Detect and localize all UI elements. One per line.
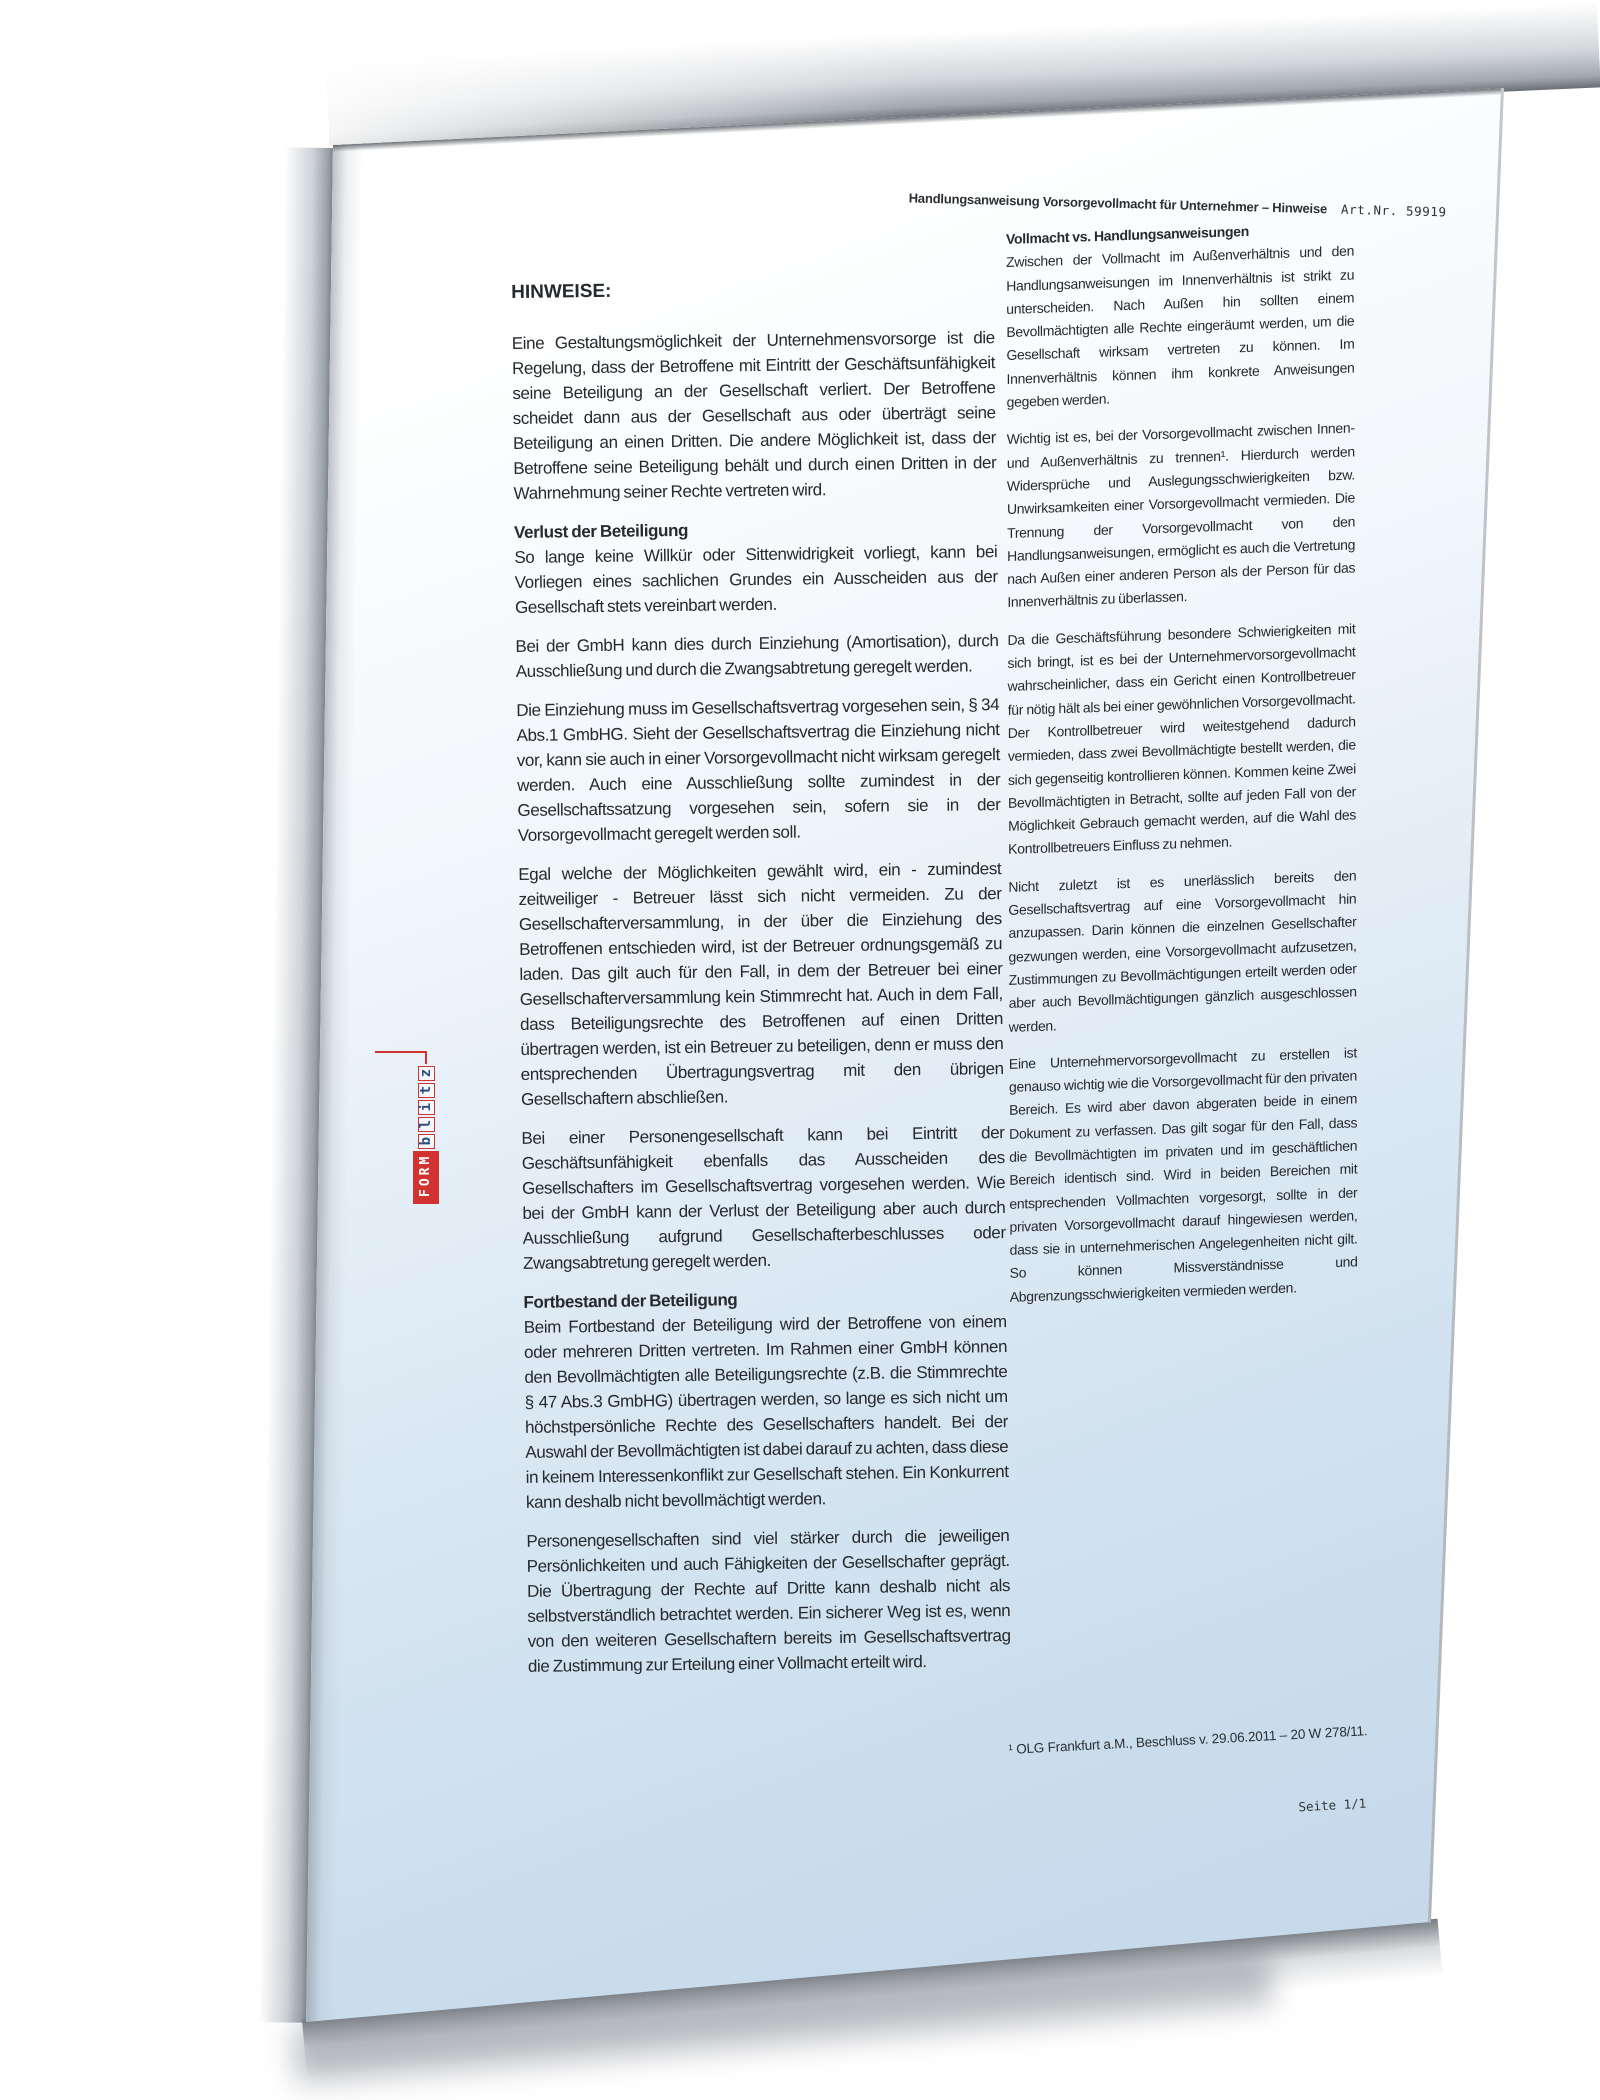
paragraph: Nicht zuletzt ist es unerlässlich bereits den Gesellschaftsvertrag auf eine Vorsorgevollmacht hin anzupassen. Darin können die einzelnen Gesellschafter gezwungen werden, eine Vorsorgevollmacht aufzusetzen, Zustimmungen zu Bevollmächtigungen erteilt werden oder aber auch Bevollmächtigungen gänzlich ausgeschlossen werden. xyxy=(1008,867,1357,1035)
section-heading: Verlust der Beteiligung xyxy=(513,520,689,542)
logo-letter: b xyxy=(418,1134,435,1149)
paragraph: Personengesellschaften sind viel stärker durch die jeweiligen Persönlichkeiten und auch Fähigkeiten der Gesellschafter geprägt. Die Übertragung der Rechte auf Dritte kann deshalb nicht als selbstverständlich betrachtet werden. Ein sicherer Weg ist es, wenn von den weiteren Gesellschaftern bereits im Gesellschaftsvertrag die Zustimmung zur Erteilung einer Vollmacht erteilt wird. xyxy=(526,1526,1011,1676)
left-column xyxy=(511,274,1011,1693)
logo-letter: i xyxy=(418,1100,435,1115)
logo-form-block: FORM xyxy=(413,1151,439,1204)
paragraph: Beim Fortbestand der Beteiligung wird der Betroffene von einem oder mehreren Dritten vertreten. Im Rahmen einer GmbH können den Bevollmächtigten alle Beteiligungsrechte (z.B. die Stimmrechte § 47 Abs.3 GmbHG) übertragen werden, so lange es sich nicht um höchstpersönliche Rechte des Gesellschafters handelt. Bei der Auswahl der Bevollmächtigten ist dabei darauf zu achten, dass diese in keinem Interessenkonflikt zur Gesellschaft stehen. Ein Konkurrent kann deshalb nicht bevollmächtigt werden. xyxy=(523,1312,1009,1512)
paragraph: Zwischen der Vollmacht im Außenverhältnis und den Handlungsanweisungen im Innenverhältnis ist strikt zu unterscheiden. Nach Außen hin sollten einem Bevollmächtigten alle Rechte eingeräumt werden, um die Gesellschaft wirksam vertreten zu können. Im Innenverhältnis können ihm konkrete Anweisungen gegeben werden. xyxy=(1006,242,1355,411)
logo-accent-line-icon xyxy=(412,1050,440,1064)
paragraph: Bei einer Personengesellschaft kann bei Eintritt der Geschäftsunfähigkeit ebenfalls das Ausscheiden des Gesellschafters im Gesellschaftsvertrag vorgesehen werden. Wie bei der GmbH kann der Verlust der Beteiligung aber auch durch Ausschließung aufgrund Gesellschafterbeschlusses oder Zwangsabtretung geregelt werden. xyxy=(521,1123,1006,1273)
header-title: Handlungsanweisung Vorsorgevollmacht für Unternehmer – Hinweise xyxy=(908,190,1328,217)
paragraph: Eine Gestaltungsmöglichkeit der Unternehmensvorsorge ist die Regelung, dass der Betroffene mit Eintritt der Geschäftsunfähigkeit seine Beteiligung an der Gesellschaft verliert. Der Betroffene scheidet dann aus der Gesellschaft aus oder überträgt seine Beteiligung an einen Dritten. Die andere Möglichkeit ist, dass der Betroffene seine Beteiligung behält und durch einen Dritten in der Wahrnehmung seiner Rechte vertreten wird. xyxy=(511,328,997,503)
page-number: Seite 1/1 xyxy=(1298,1795,1367,1815)
formblitz-wordmark xyxy=(412,1044,440,1204)
paragraph: Die Einziehung muss im Gesellschaftsvertrag vorgesehen sein, § 34 Abs.1 GmbHG. Sieht der Gesellschaftsvertrag die Einziehung nicht vor, kann sie auch in einer Vorsorgevollmacht nicht wirksam geregelt werden. Auch eine Ausschließung sollte zumindest in der Gesellschaftssatzung vorgesehen sein, sofern sie in der Vorsorgevollmacht geregelt werden soll. xyxy=(516,695,1001,845)
right-column xyxy=(1006,216,1358,1322)
section-heading: Vollmacht vs. Handlungsanweisungen xyxy=(1006,222,1249,247)
logo-letter: t xyxy=(418,1083,435,1098)
logo-letter: l xyxy=(418,1117,435,1132)
document-heading: HINWEISE: xyxy=(511,280,612,303)
formblitz-logo xyxy=(412,1048,462,1206)
paragraph: Egal welche der Möglichkeiten gewählt wird, ein - zumindest zeitweiliger - Betreuer lässt sich nicht vermeiden. Zu der Gesellschafterversammlung, in der über die Einziehung des Betroffenen entschieden wird, ist der Betreuer ordnungsgemäß zu laden. Das gilt auch für den Fall, in dem der Betreuer bei einer Gesellschafterversammlung kein Stimmrecht hat. Auch in dem Fall, dass Beteiligungsrechte des Betroffenen auf einen Dritten übertragen werden, ist ein Betreuer zu beteiligen, denn er muss den entsprechenden Übertragungsvertrag mit den übrigen Gesellschaftern abschließen. xyxy=(518,859,1004,1109)
footnote: ¹ OLG Frankfurt a.M., Beschluss v. 29.06.2011 – 20 W 278/11. xyxy=(1008,1723,1368,1757)
paragraph: So lange keine Willkür oder Sittenwidrigkeit vorliegt, kann bei Vorliegen eines sachlichen Grundes ein Ausscheiden aus der Gesellschaft stets vereinbart werden. xyxy=(514,542,998,617)
header-article-number: Art.Nr. 59919 xyxy=(1340,201,1447,220)
paragraph: Bei der GmbH kann dies durch Einziehung (Amortisation), durch Ausschließung und durch die Zwangsabtretung geregelt werden. xyxy=(515,631,999,681)
logo-letter: z xyxy=(418,1066,435,1081)
paragraph: Da die Geschäftsführung besondere Schwierigkeiten mit sich bringt, ist es bei der Unternehmervorsorgevollmacht wahrscheinlicher, dass ein Gericht einen Kontrollbetreuer für nötig hält als bei einer gewöhnlichen Vorsorgevollmacht. Der Kontrollbetreuer wird weitestgehend dadurch vermieden, dass zwei Bevollmächtigte bestellt werden, die sich gegenseitig kontrollieren können. Kommen keine Zwei Bevollmächtigten in Betracht, sollte auf jeden Fall von der Möglichkeit Gebrauch gemacht werden, auf die Wahl des Kontrollbetreuers Einfluss zu nehmen. xyxy=(1007,620,1357,858)
section-heading: Fortbestand der Beteiligung xyxy=(523,1290,738,1312)
paragraph: Eine Unternehmervorsorgevollmacht zu erstellen ist genauso wichtig wie die Vorsorgevollmacht für den privaten Bereich. Es wird aber davon abgeraten beide in einem Dokument zu verfassen. Das gilt sogar für den Fall, dass die Bevollmächtigten im privaten und im geschäftlichen Bereich identisch sind. Wird in beiden Bereichen mit entsprechenden Vollmachten vorgesorgt, sollte in der privaten Vorsorgevollmacht darauf hingewiesen werden, dass sie in unternehmerischen Angelegenheiten nicht gilt. So können Missverständnisse und Abgrenzungsschwierigkeiten vermieden werden. xyxy=(1008,1044,1358,1305)
paragraph: Wichtig ist es, bei der Vorsorgevollmacht zwischen Innen- und Außenverhältnis zu trennen¹. Hierdurch werden Widersprüche und Auslegungsschwierigkeiten bzw. Unwirksamkeiten einer Vorsorgevollmacht vermieden. Die Trennung der Vorsorgevollmacht von den Handlungsanweisungen, ermöglicht es auch die Vertretung nach Außen einer anderen Person als der Person für das Innenverhältnis zu überlassen. xyxy=(1006,419,1356,611)
